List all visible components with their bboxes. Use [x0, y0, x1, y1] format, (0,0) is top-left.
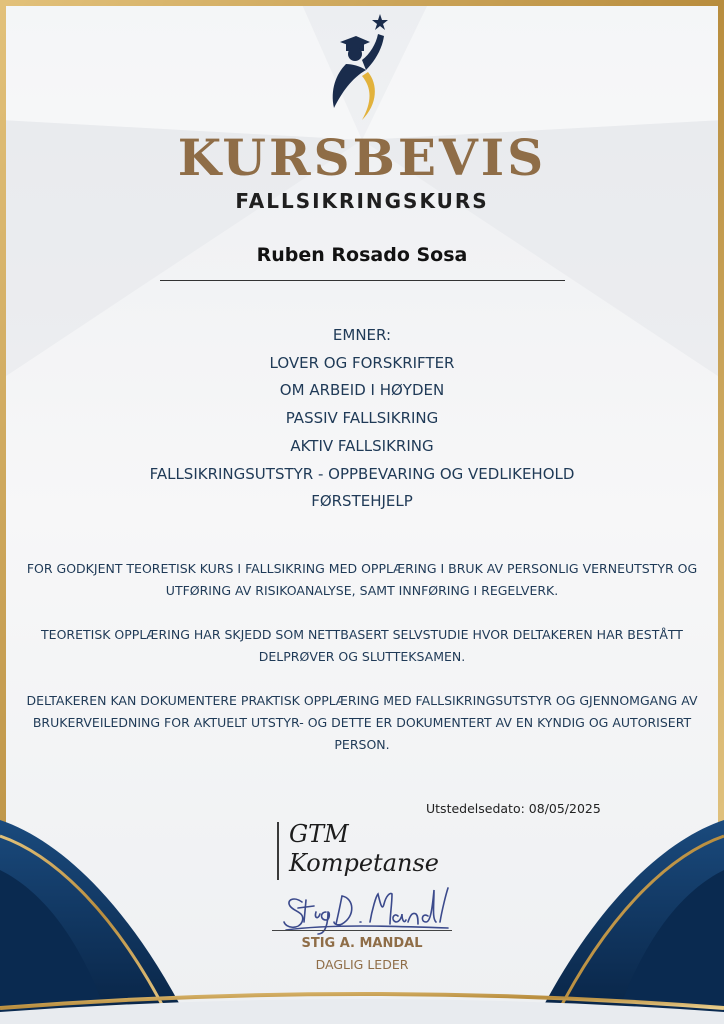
- topic-item: OM ARBEID I HØYDEN: [279, 381, 445, 400]
- recipient-underline: [160, 280, 565, 281]
- signer-role: DAGLIG LEDER: [315, 957, 409, 972]
- company-name-line2: Kompetanse: [289, 849, 439, 877]
- description-paragraph: TEORETISK OPPLÆRING HAR SKJEDD SOM NETTBASERT SELVSTUDIE HVOR DELTAKEREN HAR BESTÅTT DELPRØVER OG SLUTTEKSAMEN.: [41, 627, 683, 664]
- issue-date: Utstedelsedato: 08/05/2025: [426, 801, 601, 816]
- topics-list: [0, 322, 724, 516]
- recipient-name: Ruben Rosado Sosa: [256, 244, 468, 266]
- topic-item: FØRSTEHJELP: [311, 492, 413, 511]
- topic-item: LOVER OG FORSKRIFTER: [269, 353, 455, 372]
- certificate-subtitle: FALLSIKRINGSKURS: [235, 189, 489, 213]
- signer-name: STIG A. MANDAL: [301, 936, 423, 951]
- topics-heading: EMNER:: [332, 326, 392, 344]
- description-paragraph: DELTAKEREN KAN DOKUMENTERE PRAKTISK OPPLÆRING MED FALLSIKRINGSUTSTYR OG GJENNOMGANG AV BRUKERVEILEDNING FOR AKTUELT UTSTYR- OG DETTE ER DOKUMENTERT AV EN KYNDIG OG AUTORISERT PERSON.: [26, 693, 698, 752]
- company-name-line1: GTM: [289, 820, 349, 848]
- company-logo-bar: [277, 822, 279, 880]
- graduate-with-star-icon: [322, 12, 402, 124]
- company-logo: [277, 820, 467, 884]
- topic-item: PASSIV FALLSIKRING: [285, 409, 439, 428]
- certificate-title: KURSBEVIS: [177, 128, 547, 187]
- topic-item: AKTIV FALLSIKRING: [290, 436, 434, 455]
- description-block: [18, 558, 706, 778]
- description-paragraph: FOR GODKJENT TEORETISK KURS I FALLSIKRING MED OPPLÆRING I BRUK AV PERSONLIG VERNEUTSTYR OG UTFØRING AV RISIKOANALYSE, SAMT INNFØRING I REGELVERK.: [26, 561, 698, 598]
- signature-line: [272, 930, 452, 931]
- topic-item: FALLSIKRINGSUTSTYR - OPPBEVARING OG VEDLIKEHOLD: [149, 464, 575, 483]
